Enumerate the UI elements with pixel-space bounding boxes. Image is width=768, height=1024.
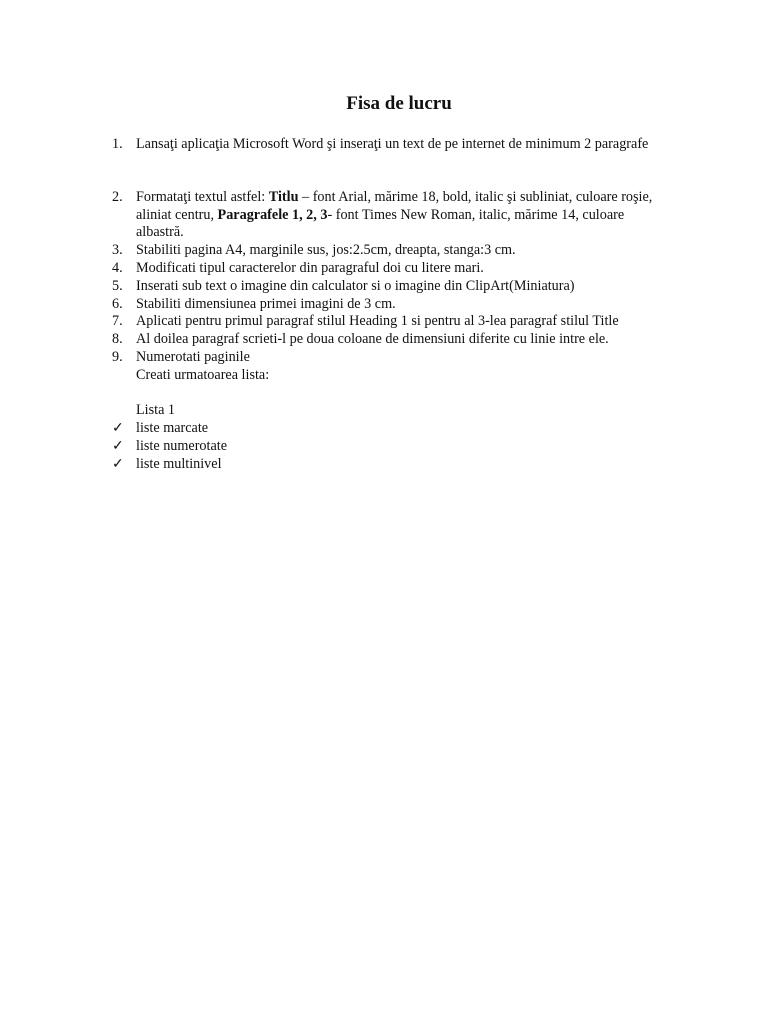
list-item	[112, 313, 660, 331]
item-text-post: - font Times New Roman, italic, mărime 14, culoare albastră.	[136, 206, 625, 241]
checkmark-icon: ✓	[112, 437, 124, 454]
item-text: Aplicati pentru primul paragraf stilul Heading 1 si pentru al 3-lea paragraf stilul Title	[136, 313, 619, 330]
item-number: 9.	[112, 348, 123, 365]
checkmark-icon: ✓	[112, 420, 124, 437]
checkmark-icon: ✓	[112, 455, 124, 472]
task-list	[112, 136, 660, 474]
spacer	[112, 154, 660, 189]
create-list-instruction: Creati urmatoarea lista:	[136, 366, 270, 383]
item-number: 3.	[112, 242, 123, 259]
checklist-item	[112, 456, 660, 474]
item-text-bold-paragraphs: Paragrafele 1, 2, 3	[217, 206, 328, 223]
item-number: 2.	[112, 188, 123, 205]
list-item	[112, 331, 660, 349]
checklist-item	[112, 438, 660, 456]
item-number: 4.	[112, 259, 123, 276]
item-text: Lansaţi aplicaţia Microsoft Word şi inseraţi un text de pe internet de minimum 2 paragrafe	[136, 136, 649, 152]
item-text-pre: Formataţi textul astfel:	[136, 188, 269, 205]
checklist-text: liste marcate	[136, 420, 209, 437]
item-text: Stabiliti dimensiunea primei imagini de 3 cm.	[136, 295, 396, 312]
checklist-text: liste multinivel	[136, 455, 222, 472]
item-number: 6.	[112, 295, 123, 312]
list-item	[112, 260, 660, 278]
item-number: 7.	[112, 313, 123, 330]
item-text-bold-title: Titlu	[268, 188, 299, 205]
list-item	[112, 296, 660, 314]
item-number: 8.	[112, 331, 123, 348]
list-item	[112, 189, 660, 242]
list-item	[112, 278, 660, 296]
item-text-mid: – font Arial, mărime 18, bold, italic şi subliniat, culoare roşie, aliniat centru,	[136, 188, 653, 223]
item-text: Stabiliti pagina A4, marginile sus, jos:2.5cm, dreapta, stanga:3 cm.	[136, 242, 516, 259]
spacer	[112, 385, 660, 403]
item-text: Modificati tipul caracterelor din paragraful doi cu litere mari.	[136, 259, 484, 276]
document-title: Fisa de lucru	[346, 93, 452, 114]
checklist-text: liste numerotate	[136, 437, 228, 454]
list-title: Lista 1	[136, 402, 176, 419]
list-item	[112, 349, 660, 367]
item-text: Al doilea paragraf scrieti-l pe doua coloane de dimensiuni diferite cu linie intre ele.	[136, 331, 609, 348]
list-item	[112, 136, 660, 154]
item-text: Inserati sub text o imagine din calculator si o imagine din ClipArt(Miniatura)	[136, 277, 575, 294]
item-number: 1.	[112, 136, 123, 152]
list-item	[112, 242, 660, 260]
item-text: Numerotati paginile	[136, 348, 250, 365]
checklist-item	[112, 420, 660, 438]
item-number: 5.	[112, 277, 123, 294]
